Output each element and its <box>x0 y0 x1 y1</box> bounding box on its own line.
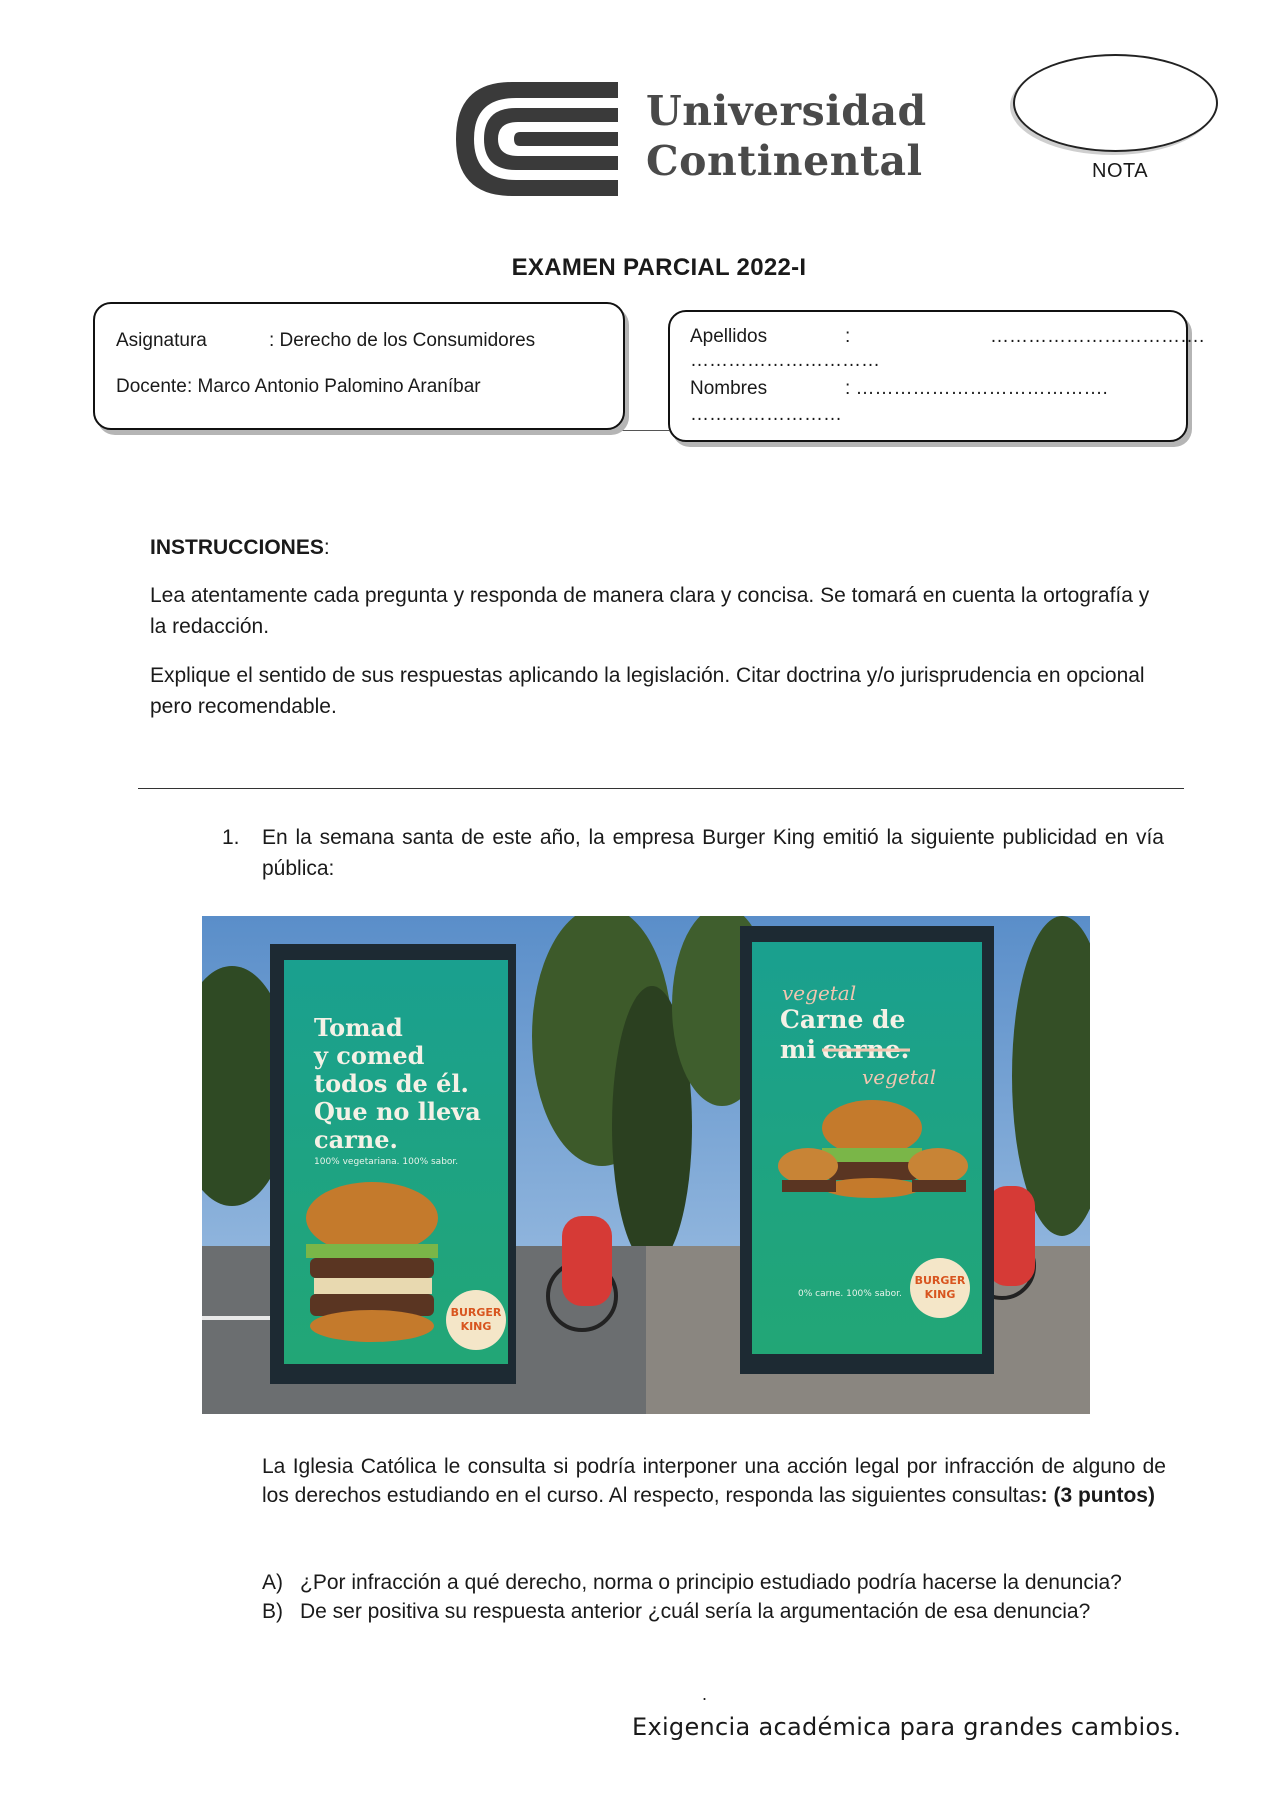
question-number: 1. <box>222 826 240 849</box>
instructions-heading-colon: : <box>323 536 330 559</box>
ad-right-headline-1: Carne de <box>780 1005 906 1034</box>
surname-label: Apellidos <box>690 326 768 347</box>
course-info-box <box>93 302 625 430</box>
grade-oval <box>1013 54 1218 152</box>
instructions-paragraph-1: Lea atentamente cada pregunta y responda de manera clara y concisa. Se tomará en cuenta la ortografía y la redacción. <box>150 584 1150 638</box>
section-divider <box>138 788 1184 789</box>
instructions-heading-text: INSTRUCCIONES <box>150 536 324 559</box>
option-a-text: ¿Por infracción a qué derecho, norma o principio estudiado podría hacerse la denuncia? <box>300 1571 1122 1594</box>
ad-left-headline-5: carne. <box>314 1125 398 1154</box>
instructions-paragraph-2: Explique el sentido de sus respuestas aplicando la legislación. Citar doctrina y/o jurisprudencia en opcional pero recomendable. <box>150 664 1145 718</box>
university-name <box>646 86 927 186</box>
burger-king-ad-photo <box>202 916 1090 1414</box>
student-info-box <box>668 310 1205 442</box>
teacher-value: : Marco Antonio Palomino Araníbar <box>187 376 481 397</box>
question-followup-text: La Iglesia Católica le consulta si podría interponer una acción legal por infracción de alguno de los derechos estudiando en el curso. Al respecto, responda las siguientes consultas <box>262 1455 1166 1507</box>
footer-dot: . <box>702 1684 708 1704</box>
ad-left-headline-4: Que no lleva <box>314 1097 481 1126</box>
ad-left-headline-3: todos de él. <box>314 1069 469 1098</box>
instructions-heading <box>150 532 1162 563</box>
ad-right-handwritten-top: vegetal <box>782 981 857 1005</box>
ad-right-handwritten-bottom: vegetal <box>862 1065 937 1089</box>
university-name-line2: Continental <box>646 137 923 185</box>
ad-left-tagline: 100% vegetariana. 100% sabor. <box>314 1157 459 1167</box>
question-points: : (3 puntos) <box>1040 1484 1155 1507</box>
ad-right-tagline: 0% carne. 100% sabor. <box>798 1289 902 1299</box>
names-blank-line-1[interactable]: : …………………………………. <box>845 378 1108 399</box>
ad-right-headline-2-a: mi <box>780 1035 816 1064</box>
university-name-line1: Universidad <box>646 87 927 135</box>
option-a <box>262 1568 1122 1597</box>
ad-right-brand-1: BURGER <box>914 1274 966 1287</box>
ad-left-headline-2: y comed <box>314 1041 425 1070</box>
names-label: Nombres <box>690 378 768 399</box>
surname-blank-line-2[interactable]: ………………………… <box>690 350 880 371</box>
exam-title: EXAMEN PARCIAL 2022-I <box>511 254 807 281</box>
option-b-letter: B) <box>262 1600 283 1623</box>
option-a-letter: A) <box>262 1571 283 1594</box>
grade-label: NOTA <box>1092 160 1149 182</box>
ad-left-brand-1: BURGER <box>450 1306 502 1319</box>
question-text: En la semana santa de este año, la empresa Burger King emitió la siguiente publicidad en vía pública: <box>262 826 1164 880</box>
ad-right-brand-2: KING <box>924 1288 956 1301</box>
ad-right-headline-2-b: carne. <box>822 1035 910 1064</box>
teacher-label: Docente <box>116 376 187 397</box>
surname-colon: : <box>845 326 851 347</box>
names-blank-line-2[interactable]: …………………… <box>690 404 842 425</box>
footer-slogan: Exigencia académica para grandes cambios. <box>632 1713 1182 1741</box>
university-logo-icon <box>452 78 618 200</box>
question-followup <box>262 1452 1166 1510</box>
subject-label: Asignatura <box>116 330 207 351</box>
ad-left-headline-1: Tomad <box>314 1013 403 1042</box>
ad-left-brand-2: KING <box>460 1320 492 1333</box>
option-b-text: De ser positiva su respuesta anterior ¿cuál sería la argumentación de esa denuncia? <box>300 1600 1091 1623</box>
box-connector-line <box>137 430 669 431</box>
subject-value: : Derecho de los Consumidores <box>269 330 536 351</box>
option-b <box>262 1597 1090 1626</box>
surname-blank-line-1[interactable]: ……………………………. <box>990 326 1205 347</box>
